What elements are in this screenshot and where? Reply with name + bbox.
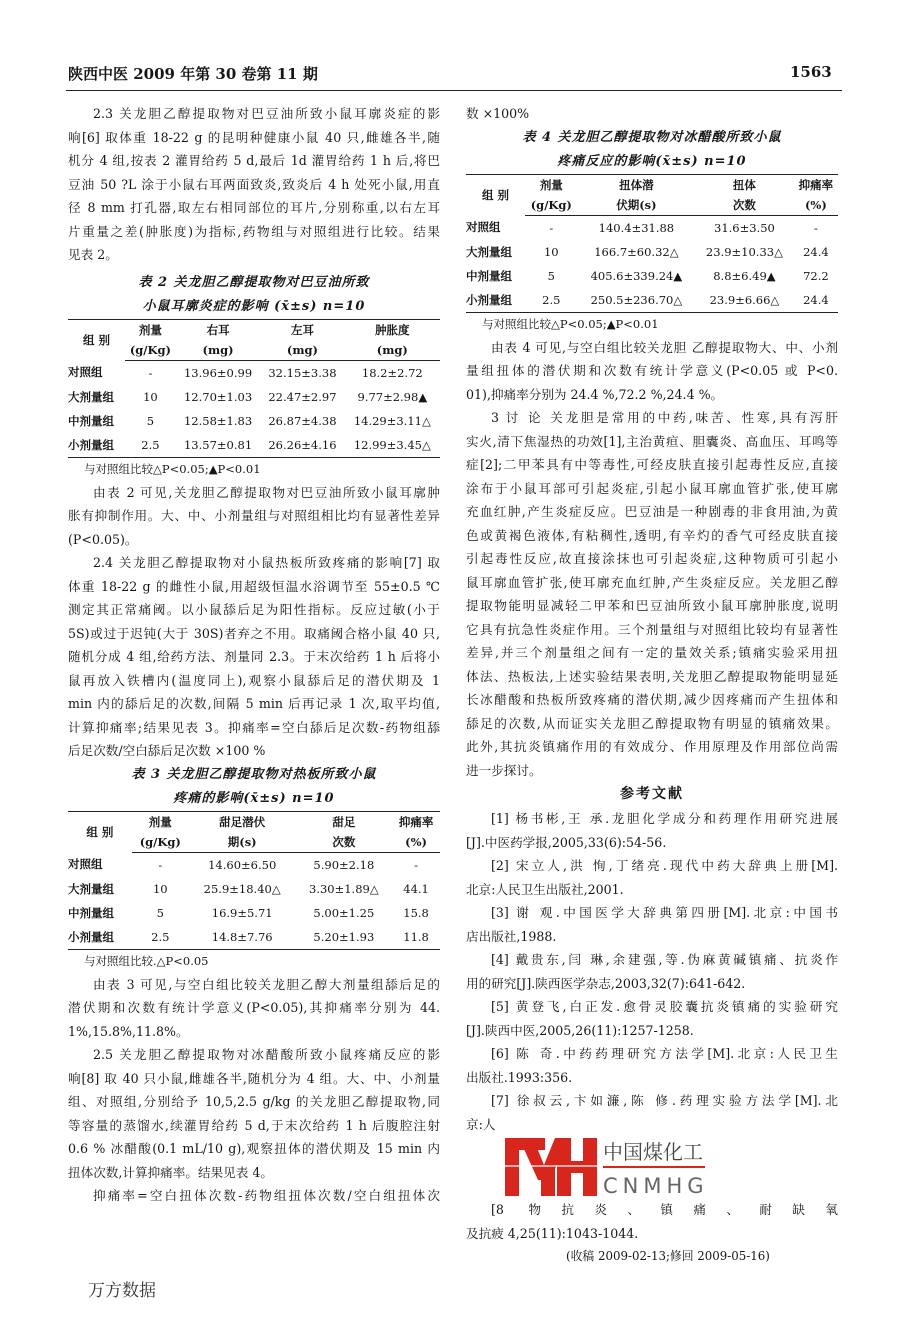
table-cell: - xyxy=(549,220,554,235)
table-cell: 小剂量组 xyxy=(68,925,132,950)
table-cell: 24.4 xyxy=(803,244,829,259)
table-cell: 12.70±1.03 xyxy=(183,389,253,404)
column-header-unit: 伏期(s) xyxy=(578,195,695,216)
text-line: [J].陕西中医,2005,26(11):1257-1258. xyxy=(466,1022,694,1038)
table-row xyxy=(68,409,440,433)
watermark-logo xyxy=(500,1136,710,1198)
table-row xyxy=(68,385,440,409)
text-line: 及抗疲 4,25(11):1043-1044. xyxy=(466,1225,639,1241)
column-header: 右耳 xyxy=(176,319,260,340)
reference-item xyxy=(466,995,838,1042)
formula-start xyxy=(68,1184,440,1208)
table2-note: 与对照组比较△P<0.05;▲P<0.01 xyxy=(84,461,261,476)
journal-header: 陕西中医 2009 年第 30 卷第 11 期 xyxy=(68,65,318,83)
text-line: 长冰醋酸和热板所致疼痛的潜伏期,减少因疼痛而产生扭体和 xyxy=(466,692,838,707)
table-cell: 26.87±4.38 xyxy=(268,413,337,428)
text-line: 5S)或过于迟钝(大于 30S)者弃之不用。取痛阈合格小鼠 40 只, xyxy=(68,625,440,641)
reference-item xyxy=(466,1042,838,1089)
table-cell: 16.9±5.71 xyxy=(211,905,273,920)
text-line: 响[6] 取体重 18-22 g 的昆明种健康小鼠 40 只,雌雄各半,随 xyxy=(68,129,440,145)
text-line: 数 ×100% xyxy=(466,106,530,121)
text-line: 径 8 mm 打孔器,取左右相同部位的耳片,分别称重,以右左耳 xyxy=(68,200,440,215)
column-header: 抑痛率 xyxy=(794,174,838,195)
table-cell: 18.2±2.72 xyxy=(361,365,423,380)
text-line: 舔足的次数,从而证实关龙胆乙醇提取物有明显的镇痛效果。 xyxy=(466,715,838,731)
table-cell: 32.15±3.38 xyxy=(268,365,337,380)
table-cell: 72.2 xyxy=(803,268,829,283)
text-line: [J].中医药学报,2005,33(6):54-56. xyxy=(466,834,667,850)
reference-item xyxy=(466,901,838,948)
text-line: min 内的舔后足的次数,间隔 5 min 后再记录 1 次,取平均值, xyxy=(68,696,440,711)
section-2-4 xyxy=(68,551,440,763)
table4-subtitle: 疼痛反应的影响(x̄±s) n=10 xyxy=(557,153,747,169)
reference-item xyxy=(466,1089,838,1136)
table-cell: 11.8 xyxy=(392,925,440,950)
table2-subtitle: 小鼠耳廓炎症的影响 (x̄±s) n=10 xyxy=(142,298,366,314)
column-header-unit: (g/Kg) xyxy=(125,340,176,361)
text-line: 等容量的蒸馏水,续灌胃给药 5 d,于末次给药 1 h 后腹腔注射 xyxy=(68,1117,440,1133)
table3-note: 与对照组比较.△P<0.05 xyxy=(84,953,209,968)
text-line: [3] 谢 观.中国医学大辞典第四册[M].北京:中国书 xyxy=(491,905,838,920)
column-header: 左耳 xyxy=(260,319,344,340)
table-cell: 8.8±6.49▲ xyxy=(713,268,776,283)
table-cell: 23.9±6.66△ xyxy=(695,288,794,313)
text-line: 北京:人民卫生出版社,2001. xyxy=(466,881,624,897)
text-line: 机分 4 组,按表 2 灌胃给药 5 d,最后 1d 灌胃给药 1 h 后,将巴 xyxy=(68,153,440,168)
text-line: 体重 18-22 g 的雌性小鼠,用超级恒温水浴调节至 55±0.5 ℃ xyxy=(68,578,440,594)
table-cell: - xyxy=(414,857,419,872)
table-cell: 26.26±4.16 xyxy=(260,433,344,458)
column-header: 组 别 xyxy=(466,174,525,215)
text-line: 它具有抗急性炎症作用。三个剂量组与对照组比较均有显著性 xyxy=(466,621,838,637)
text-line: 提取物能明显减轻二甲苯和巴豆油所致小鼠耳廓肿胀度,说明 xyxy=(466,598,838,613)
table-cell: 15.8 xyxy=(403,905,429,920)
text-line: 片重量之差(肿胀度)为指标,药物组与对照组进行比较。结果 xyxy=(68,223,440,239)
table-4 xyxy=(466,174,838,313)
text-line: 此外,其抗炎镇痛作用的有效成分、作用原理及作用部位尚需 xyxy=(466,739,838,754)
table-cell: 中剂量组 xyxy=(68,413,114,428)
table-row xyxy=(68,360,440,385)
table-cell: 10 xyxy=(152,881,168,896)
table-cell: 大剂量组 xyxy=(68,389,114,404)
text-line: 组、对照组,分别给予 10,5,2.5 g/kg 的关龙胆乙醇提取物,同 xyxy=(68,1094,440,1109)
table-cell: 22.47±2.97 xyxy=(268,389,337,404)
table-cell: 小剂量组 xyxy=(68,433,125,458)
table-cell: 405.6±339.24▲ xyxy=(590,268,683,283)
table2-title: 表 2 关龙胆乙醇提取物对巴豆油所致 xyxy=(138,274,370,290)
received-dates: (收稿 2009-02-13;修回 2009-05-16) xyxy=(566,1249,770,1263)
table-cell: 12.58±1.83 xyxy=(183,413,253,428)
table-cell: 10 xyxy=(143,389,158,404)
table-cell: 对照组 xyxy=(68,365,103,380)
table-row xyxy=(466,215,838,240)
text-line: [2] 宋立人,洪 恂,丁绪亮.现代中药大辞典上册[M]. xyxy=(491,858,838,873)
reference-item xyxy=(466,948,838,995)
text-line: 胀有抑制作用。大、中、小剂量组与对照组相比均有显著性差异 xyxy=(68,508,440,523)
table-3 xyxy=(68,811,440,950)
text-line: 豆油 50 ?L 涂于小鼠右耳两面致炎,致炎后 4 h 处死小鼠,用直 xyxy=(68,176,440,192)
header-rule xyxy=(66,90,842,91)
table-row xyxy=(466,264,838,288)
text-line: 进一步探讨。 xyxy=(466,762,542,778)
text-line: 后足次数/空白舔后足次数 ×100 % xyxy=(68,743,266,758)
text-line: 见表 2。 xyxy=(68,247,118,262)
table-cell: 13.57±0.81 xyxy=(176,433,260,458)
table-row xyxy=(466,240,838,264)
page-number: 1563 xyxy=(790,63,832,81)
text-line: [8 物抗炎、镇痛、耐缺氧 xyxy=(491,1202,838,1217)
text-line: 店出版社,1988. xyxy=(466,928,557,944)
table-cell: 12.99±3.45△ xyxy=(345,433,440,458)
text-line: [5] 黄登飞,白正发.愈骨灵胶囊抗炎镇痛的实验研究 xyxy=(491,999,838,1014)
column-header-unit: (g/Kg) xyxy=(525,195,578,216)
text-line: (P<0.05)。 xyxy=(68,531,138,547)
table-row xyxy=(68,925,440,950)
column-header-unit: 期(s) xyxy=(189,832,296,853)
column-header: 甜足 xyxy=(296,811,393,832)
watermark-cn: 中国煤化工 xyxy=(603,1140,703,1164)
text-line: [7] 徐叔云,卞如濂,陈 修.药理实验方法学[M].北 xyxy=(491,1093,838,1108)
text-line: 2.4 关龙胆乙醇提取物对小鼠热板所致疼痛的影响[7] 取 xyxy=(93,555,440,570)
text-line: 色或黄褐色液体,有粘稠性,透明,有辛灼的香气可经皮肤直接 xyxy=(466,527,838,543)
table-cell: - xyxy=(158,857,163,872)
text-line: 鼠再放入铁槽内(温度同上),观察小鼠舔后足的潜伏期及 1 xyxy=(68,672,440,688)
table-cell: 5.00±1.25 xyxy=(313,905,375,920)
column-header: 甜足潜伏 xyxy=(189,811,296,832)
table3-subtitle: 疼痛的影响(x̄±s) n=10 xyxy=(173,790,335,806)
text-line: 差异,并三个剂量组之间有一定的量效关系;镇痛实验采用扭 xyxy=(466,645,838,660)
table-cell: 5.90±2.18 xyxy=(313,857,375,872)
column-header: 肿胀度 xyxy=(345,319,440,340)
text-line: 潜伏期和次数有统计学意义(P<0.05),其抑痛率分别为 44. xyxy=(68,1000,440,1015)
text-line: 鼠耳廓血管扩张,使耳廓充血红肿,产生炎症反应。关龙胆乙醇 xyxy=(466,574,838,590)
text-line: [6] 陈 奇.中药药理研究方法学[M].北京:人民卫生 xyxy=(491,1046,838,1061)
column-header-unit: (mg) xyxy=(176,340,260,361)
text-line: [4] 戴贵东,闫 琳,余建强,等.伪麻黄碱镇痛、抗炎作 xyxy=(491,952,838,967)
table-cell: 10 xyxy=(543,244,559,259)
table-cell: 小剂量组 xyxy=(466,288,525,313)
table-row xyxy=(466,288,838,313)
table-row xyxy=(68,852,440,877)
text-line: 京:人 xyxy=(466,1116,496,1132)
formula-end xyxy=(466,102,838,126)
table-cell: 25.9±18.40△ xyxy=(203,881,281,896)
table-cell: 23.9±10.33△ xyxy=(705,244,783,259)
text-line: 出版社.1993:356. xyxy=(466,1069,573,1085)
column-header: 组 别 xyxy=(68,811,132,852)
table-cell: 14.29±3.11△ xyxy=(353,413,431,428)
table-cell: 对照组 xyxy=(68,857,103,872)
table-row xyxy=(68,877,440,901)
table4-discussion xyxy=(466,336,838,407)
table-cell: 44.1 xyxy=(403,881,429,896)
column-header-unit: (%) xyxy=(794,195,838,216)
table-cell: 14.8±7.76 xyxy=(189,925,296,950)
column-header-unit: (mg) xyxy=(345,340,440,361)
table-cell: 5 xyxy=(547,268,555,283)
column-header: 剂量 xyxy=(525,174,578,195)
table2-discussion xyxy=(68,481,440,552)
table-cell: 对照组 xyxy=(466,220,501,235)
column-header-unit: (mg) xyxy=(260,340,344,361)
table-cell: 2.5 xyxy=(132,925,189,950)
table-cell: 3.30±1.89△ xyxy=(309,881,379,896)
text-line: 0.6 % 冰醋酸(0.1 mL/10 g),观察扭体的潜伏期及 15 min 内 xyxy=(68,1141,440,1156)
text-line: 由表 4 可见,与空白组比较关龙胆 乙醇提取物大、中、小剂 xyxy=(491,339,838,355)
table-cell: 中剂量组 xyxy=(466,268,512,283)
text-line: 量组扭体的潜伏期和次数有统计学意义(P<0.05 或 P<0. xyxy=(466,363,838,378)
section-2-5 xyxy=(68,1043,440,1184)
text-line: 2.3 关龙胆乙醇提取物对巴豆油所致小鼠耳廓炎症的影 xyxy=(93,106,440,121)
column-header: 扭体潜 xyxy=(578,174,695,195)
text-line: 体法、热板法,上述实验结果表明,关龙胆乙醇提取物能明显延 xyxy=(466,668,838,684)
table-cell: 5 xyxy=(146,413,155,428)
table-cell: - xyxy=(148,365,153,380)
text-line: 扭体次数,计算抑痛率。结果见表 4。 xyxy=(68,1164,273,1180)
table-cell: 2.5 xyxy=(125,433,176,458)
text-line: 1%,15.8%,11.8%。 xyxy=(68,1023,189,1039)
table-cell: 大剂量组 xyxy=(68,881,114,896)
left-column xyxy=(68,102,440,1208)
column-header-unit: 次数 xyxy=(695,195,794,216)
column-header: 扭体 xyxy=(695,174,794,195)
table-row xyxy=(68,901,440,925)
text-line: 实火,清下焦湿热的功效[1],主治黄疸、胆囊炎、高血压、耳鸣等 xyxy=(466,433,838,449)
text-line: [1] 杨书彬,王 承.龙胆化学成分和药理作用研究进展 xyxy=(491,811,838,826)
column-header-unit: 次数 xyxy=(296,832,393,853)
text-line: 涂布于小鼠耳部可引起炎症,引起小鼠耳廓血管扩张,使耳廓 xyxy=(466,480,838,496)
watermark-en: CNMHG xyxy=(603,1174,709,1198)
table-cell: 31.6±3.50 xyxy=(714,220,775,235)
table-2 xyxy=(68,319,440,458)
text-line: 3 讨 论 关龙胆是常用的中药,味苦、性寒,具有泻肝 xyxy=(491,410,838,425)
table-cell: 13.96±0.99 xyxy=(183,365,253,380)
table-cell: 2.5 xyxy=(525,288,578,313)
right-column xyxy=(466,102,838,1269)
table-cell: 24.4 xyxy=(794,288,838,313)
text-line: 充血红肿,产生炎症反应。巴豆油是一种剧毒的非食用油,为黄 xyxy=(466,504,838,519)
text-line: 引起毒性反应,故直接涂抹也可引起炎症,这种物质可引起小 xyxy=(466,551,838,566)
text-line: 症[2];二甲苯具有中等毒性,可经皮肤直接引起毒性反应,直接 xyxy=(466,457,838,472)
reference-item xyxy=(466,807,838,854)
table-cell: 166.7±60.32△ xyxy=(594,244,679,259)
column-header-unit: (g/Kg) xyxy=(132,832,189,853)
table-cell: 大剂量组 xyxy=(466,244,512,259)
references-heading: 参考文献 xyxy=(620,786,684,802)
cnmhg-logo-icon xyxy=(500,1136,710,1198)
section-2-3 xyxy=(68,102,440,267)
text-line: 计算抑痛率;结果见表 3。抑痛率=空白舔后足次数-药物组舔 xyxy=(68,719,440,735)
table-cell: 5 xyxy=(156,905,164,920)
column-header: 抑痛率 xyxy=(392,811,440,832)
text-line: 由表 3 可见,与空白组比较关龙胆乙醇大剂量组舔后足的 xyxy=(93,976,440,992)
text-line: 2.5 关龙胆乙醇提取物对冰醋酸所致小鼠疼痛反应的影 xyxy=(93,1047,440,1062)
table4-note: 与对照组比较△P<0.05;▲P<0.01 xyxy=(482,316,659,331)
table4-title: 表 4 关龙胆乙醇提取物对冰醋酸所致小鼠 xyxy=(522,129,782,145)
text-line: 响[8] 取 40 只小鼠,雌雄各半,随机分为 4 组。大、中、小剂量 xyxy=(68,1070,440,1086)
references-list xyxy=(466,807,838,1245)
table-cell: 140.4±31.88 xyxy=(598,220,675,235)
table-cell: - xyxy=(813,220,818,235)
reference-item xyxy=(466,854,838,901)
table-cell: 9.77±2.98▲ xyxy=(357,389,428,404)
column-header-unit: (%) xyxy=(392,832,440,853)
column-header: 剂量 xyxy=(132,811,189,832)
text-line: 用的研究[J].陕西医学杂志,2003,32(7):641-642. xyxy=(466,975,746,991)
table-cell: 中剂量组 xyxy=(68,905,114,920)
table-cell: 250.5±236.70△ xyxy=(578,288,695,313)
column-header: 组 别 xyxy=(68,319,125,360)
table-cell: 14.60±6.50 xyxy=(208,857,277,872)
table3-title: 表 3 关龙胆乙醇提取物对热板所致小鼠 xyxy=(131,766,377,782)
footer-source: 万方数据 xyxy=(88,1281,156,1301)
column-header: 剂量 xyxy=(125,319,176,340)
text-line: 测定其正常痛阈。以小鼠舔后足为阳性指标。反应过敏(小于 xyxy=(68,602,440,617)
table-cell: 5.20±1.93 xyxy=(296,925,393,950)
table-row xyxy=(68,433,440,458)
text-line: 随机分成 4 组,给药方法、剂量同 2.3。于末次给药 1 h 后将小 xyxy=(68,649,440,664)
section-3-discussion xyxy=(466,406,838,782)
text-line: 由表 2 可见,关龙胆乙醇提取物对巴豆油所致小鼠耳廓肿 xyxy=(93,484,440,500)
table3-discussion xyxy=(68,973,440,1044)
text-line: 01),抑痛率分别为 24.4 %,72.2 %,24.4 %。 xyxy=(466,386,724,402)
text-line: 抑痛率=空白扭体次数-药物组扭体次数/空白组扭体次 xyxy=(93,1188,440,1203)
reference-item xyxy=(466,1198,838,1245)
